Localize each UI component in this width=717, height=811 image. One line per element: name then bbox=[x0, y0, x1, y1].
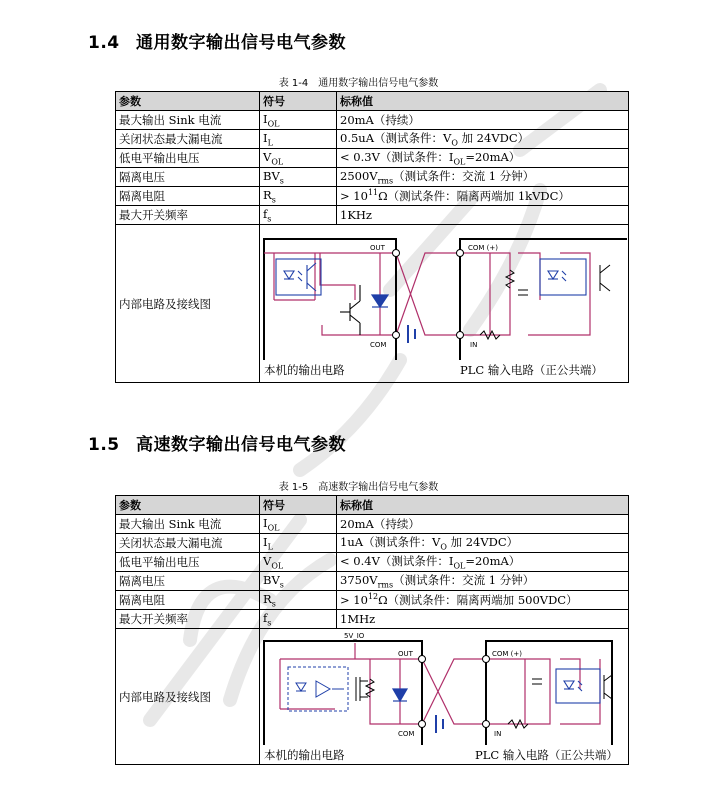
table-row bbox=[116, 130, 629, 149]
device-circuit-caption: 本机的输出电路 bbox=[264, 363, 345, 377]
out-terminal-label: OUT bbox=[370, 244, 385, 252]
table-row bbox=[116, 553, 629, 572]
supply-label: 5V_IO bbox=[344, 632, 365, 640]
section-title: 高速数字输出信号电气参数 bbox=[136, 435, 346, 455]
param-cell: 低电平输出电压 bbox=[116, 553, 260, 572]
table-row bbox=[116, 591, 629, 610]
value-cell: 1KHz bbox=[337, 206, 629, 225]
section-heading-1-4 bbox=[88, 28, 346, 53]
value-cell: < 0.3V（测试条件：$I_{OL}=20mA$） bbox=[337, 149, 629, 168]
device-circuit-caption: 本机的输出电路 bbox=[264, 748, 345, 762]
spec-table-1-5 bbox=[115, 495, 629, 765]
table-caption-1-5: 表 1-5 高速数字输出信号电气参数 bbox=[278, 482, 439, 493]
value-cell: 1uA（测试条件：$V_O$ 加 24VDC） bbox=[337, 534, 629, 553]
circuit-diagram-1-4 bbox=[260, 225, 627, 382]
com-terminal-label: COM bbox=[398, 730, 415, 738]
header-param: 参数 bbox=[116, 496, 260, 515]
param-cell: 内部电路及接线图 bbox=[116, 225, 260, 383]
param-cell: 隔离电压 bbox=[116, 572, 260, 591]
symbol-cell: $V_{OL}$ bbox=[260, 149, 337, 168]
diagram-row bbox=[116, 629, 629, 765]
header-symbol: 符号 bbox=[260, 92, 337, 111]
plc-circuit-caption: PLC 输入电路（正公共端） bbox=[475, 748, 618, 762]
section-number: 1.5 bbox=[88, 435, 120, 455]
symbol-cell: $R_s$ bbox=[260, 591, 337, 610]
value-cell: > $10^{11}\Omega$（测试条件：隔离两端加 1kVDC） bbox=[337, 187, 629, 206]
header-symbol: 符号 bbox=[260, 496, 337, 515]
param-cell: 内部电路及接线图 bbox=[116, 629, 260, 765]
plc-in-label: IN bbox=[470, 341, 478, 349]
circuit-diagram-cell bbox=[260, 225, 629, 383]
value-cell: $3750V_{rms}$（测试条件：交流 1 分钟） bbox=[337, 572, 629, 591]
table-row bbox=[116, 515, 629, 534]
symbol-cell: $I_L$ bbox=[260, 534, 337, 553]
plc-com-label: COM (+) bbox=[492, 650, 523, 658]
symbol-cell: $I_{OL}$ bbox=[260, 515, 337, 534]
symbol-cell: $V_{OL}$ bbox=[260, 553, 337, 572]
table-row bbox=[116, 149, 629, 168]
section-title: 通用数字输出信号电气参数 bbox=[136, 33, 346, 53]
param-cell: 最大输出 Sink 电流 bbox=[116, 515, 260, 534]
symbol-cell: $R_s$ bbox=[260, 187, 337, 206]
out-terminal-label: OUT bbox=[398, 650, 413, 658]
header-param: 参数 bbox=[116, 92, 260, 111]
value-cell: $2500V_{rms}$（测试条件：交流 1 分钟） bbox=[337, 168, 629, 187]
plc-circuit-caption: PLC 输入电路（正公共端） bbox=[460, 363, 603, 377]
header-value: 标称值 bbox=[337, 496, 629, 515]
section-number: 1.4 bbox=[88, 33, 120, 53]
table-caption-1-4: 表 1-4 通用数字输出信号电气参数 bbox=[278, 78, 439, 89]
param-cell: 隔离电阻 bbox=[116, 591, 260, 610]
symbol-cell: $BV_s$ bbox=[260, 168, 337, 187]
param-cell: 关闭状态最大漏电流 bbox=[116, 130, 260, 149]
value-cell: 20mA（持续） bbox=[337, 111, 629, 130]
param-cell: 最大开关频率 bbox=[116, 610, 260, 629]
param-cell: 隔离电压 bbox=[116, 168, 260, 187]
table-row bbox=[116, 168, 629, 187]
symbol-cell: $BV_s$ bbox=[260, 572, 337, 591]
plc-in-label: IN bbox=[494, 730, 502, 738]
symbol-cell: $f_s$ bbox=[260, 610, 337, 629]
circuit-diagram-1-5 bbox=[260, 629, 627, 764]
value-cell: < 0.4V（测试条件：$I_{OL}=20mA$） bbox=[337, 553, 629, 572]
value-cell: 1MHz bbox=[337, 610, 629, 629]
param-cell: 最大开关频率 bbox=[116, 206, 260, 225]
table-header-row bbox=[116, 92, 629, 111]
symbol-cell: $I_{OL}$ bbox=[260, 111, 337, 130]
diagram-row bbox=[116, 225, 629, 383]
header-value: 标称值 bbox=[337, 92, 629, 111]
table-row bbox=[116, 534, 629, 553]
value-cell: > $10^{12}\Omega$（测试条件：隔离两端加 500VDC） bbox=[337, 591, 629, 610]
param-cell: 低电平输出电压 bbox=[116, 149, 260, 168]
param-cell: 隔离电阻 bbox=[116, 187, 260, 206]
param-cell: 最大输出 Sink 电流 bbox=[116, 111, 260, 130]
com-terminal-label: COM bbox=[370, 341, 387, 349]
symbol-cell: $f_s$ bbox=[260, 206, 337, 225]
symbol-cell: $I_L$ bbox=[260, 130, 337, 149]
param-cell: 关闭状态最大漏电流 bbox=[116, 534, 260, 553]
table-row bbox=[116, 572, 629, 591]
section-heading-1-5 bbox=[88, 430, 346, 455]
value-cell: 0.5uA（测试条件：$V_O$ 加 24VDC） bbox=[337, 130, 629, 149]
table-row bbox=[116, 610, 629, 629]
spec-table-1-4 bbox=[115, 91, 629, 383]
table-row bbox=[116, 206, 629, 225]
plc-com-label: COM (+) bbox=[468, 244, 499, 252]
circuit-diagram-cell bbox=[260, 629, 629, 765]
table-row bbox=[116, 111, 629, 130]
table-header-row bbox=[116, 496, 629, 515]
table-row bbox=[116, 187, 629, 206]
value-cell: 20mA（持续） bbox=[337, 515, 629, 534]
